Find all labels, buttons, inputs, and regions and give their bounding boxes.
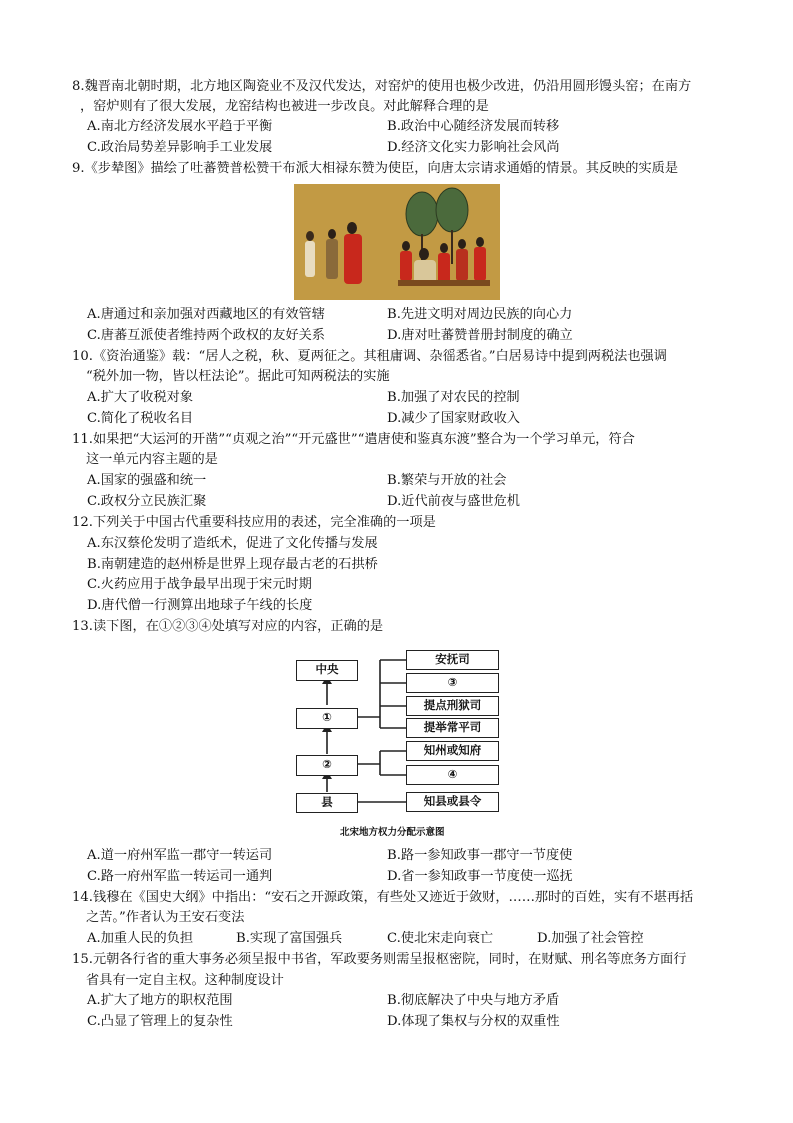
diagram-caption: 北宋地方权力分配示意图 (340, 827, 445, 838)
q10-option-a[interactable]: A.扩大了收税对象 (87, 390, 194, 405)
q10-stem-line1: 10.《资治通鉴》载：“居人之税，秋、夏两征之。其租庸调、杂徭悉省。”白居易诗中提到两税法也强调 (72, 349, 667, 364)
q15-option-b[interactable]: B.彻底解决了中央与地方矛盾 (387, 993, 560, 1008)
q15-stem-line2: 省具有一定自主权。这种制度设计 (86, 973, 284, 988)
q11-option-a[interactable]: A.国家的强盛和统一 (87, 473, 207, 488)
blank3-box: ③ (406, 673, 499, 693)
level2-blank-box: ② (296, 755, 358, 776)
q14-option-c[interactable]: C.使北宋走向衰亡 (387, 931, 494, 946)
anfusi-box: 安抚司 (406, 650, 499, 670)
q14-stem-line1: 14.钱穆在《国史大纲》中指出：“安石之开源政策，有些处又迹近于敛财，……那时的百姓，实有不堪再括 (72, 890, 694, 905)
q14-option-d[interactable]: D.加强了社会管控 (537, 931, 644, 946)
q10-option-b[interactable]: B.加强了对农民的控制 (387, 390, 520, 405)
magistrate-box: 知县或县令 (406, 792, 499, 812)
buniantu-painting (294, 184, 500, 300)
q11-option-c[interactable]: C.政权分立民族汇聚 (87, 494, 207, 509)
tijuchangpingsi-box: 提举常平司 (406, 718, 499, 738)
q9-option-b[interactable]: B.先进文明对周边民族的向心力 (387, 307, 573, 322)
q12-option-b[interactable]: B.南朝建造的赵州桥是世界上现存最古老的石拱桥 (87, 557, 378, 572)
q8-stem-line2: ，窑炉则有了很大发展，龙窑结构也被进一步改良。对此解释合理的是 (80, 99, 489, 114)
q9-option-a[interactable]: A.唐通过和亲加强对西藏地区的有效管辖 (87, 307, 325, 322)
q8-option-c[interactable]: C.政治局势差异影响手工业发展 (87, 140, 273, 155)
q8-stem-line1: 8.魏晋南北朝时期，北方地区陶瓷业不及汉代发达，对窑炉的使用也极少改进，仍沿用圆形馒头窑；在南方 (72, 79, 692, 94)
level1-blank-box: ① (296, 708, 358, 729)
power-distribution-diagram (296, 648, 501, 838)
q8-option-a[interactable]: A.南北方经济发展水平趋于平衡 (87, 119, 273, 134)
q15-stem-line1: 15.元朝各行省的重大事务必须呈报中书省，军政要务则需呈报枢密院，同时，在财赋、刑名等庶务方面行 (72, 952, 687, 967)
q12-option-d[interactable]: D.唐代僧一行测算出地球子午线的长度 (87, 598, 313, 613)
q13-option-a[interactable]: A.道一府州军监一郡守一转运司 (87, 848, 273, 863)
tidianxingyusi-box: 提点刑狱司 (406, 696, 499, 716)
q11-option-b[interactable]: B.繁荣与开放的社会 (387, 473, 507, 488)
prefect-box: 知州或知府 (406, 741, 499, 761)
county-box: 县 (296, 793, 358, 813)
q9-stem-line1: 9.《步辇图》描绘了吐蕃赞普松赞干布派大相禄东赞为使臣，向唐太宗请求通婚的情景。其反映的实质是 (72, 161, 679, 176)
q8-option-b[interactable]: B.政治中心随经济发展而转移 (387, 119, 560, 134)
q13-option-c[interactable]: C.路一府州军监一转运司一通判 (87, 869, 273, 884)
q9-option-c[interactable]: C.唐蕃互派使者维持两个政权的友好关系 (87, 328, 325, 343)
q11-stem-line1: 11.如果把“大运河的开凿”“贞观之治”“开元盛世”“遣唐使和鉴真东渡”整合为一个学习单元，符合 (72, 432, 635, 447)
q13-option-d[interactable]: D.省一参知政事一节度使一巡抚 (387, 869, 573, 884)
q12-option-a[interactable]: A.东汉蔡伦发明了造纸术，促进了文化传播与发展 (87, 536, 378, 551)
q10-option-d[interactable]: D.减少了国家财政收入 (387, 411, 520, 426)
q10-option-c[interactable]: C.简化了税收名目 (87, 411, 194, 426)
q15-option-c[interactable]: C.凸显了管理上的复杂性 (87, 1014, 233, 1029)
q9-option-d[interactable]: D.唐对吐蕃赞普册封制度的确立 (387, 328, 573, 343)
q15-option-a[interactable]: A.扩大了地方的职权范围 (87, 993, 233, 1008)
q14-option-b[interactable]: B.实现了富国强兵 (236, 931, 343, 946)
q13-option-b[interactable]: B.路一参知政事一郡守一节度使 (387, 848, 573, 863)
blank4-box: ④ (406, 765, 499, 785)
q14-stem-line2: 之苦。”作者认为王安石变法 (86, 910, 245, 925)
q12-stem-line1: 12.下列关于中国古代重要科技应用的表述，完全准确的一项是 (72, 515, 436, 530)
q11-stem-line2: 这一单元内容主题的是 (86, 452, 218, 467)
q8-option-d[interactable]: D.经济文化实力影响社会风尚 (387, 140, 560, 155)
q12-option-c[interactable]: C.火药应用于战争最早出现于宋元时期 (87, 577, 312, 592)
center-box: 中央 (296, 660, 358, 681)
q15-option-d[interactable]: D.体现了集权与分权的双重性 (387, 1014, 560, 1029)
q13-stem-line1: 13.读下图，在①②③④处填写对应的内容，正确的是 (72, 619, 384, 634)
q14-option-a[interactable]: A.加重人民的负担 (87, 931, 194, 946)
q11-option-d[interactable]: D.近代前夜与盛世危机 (387, 494, 520, 509)
q10-stem-line2: “税外加一物，皆以枉法论”。据此可知两税法的实施 (86, 369, 390, 384)
